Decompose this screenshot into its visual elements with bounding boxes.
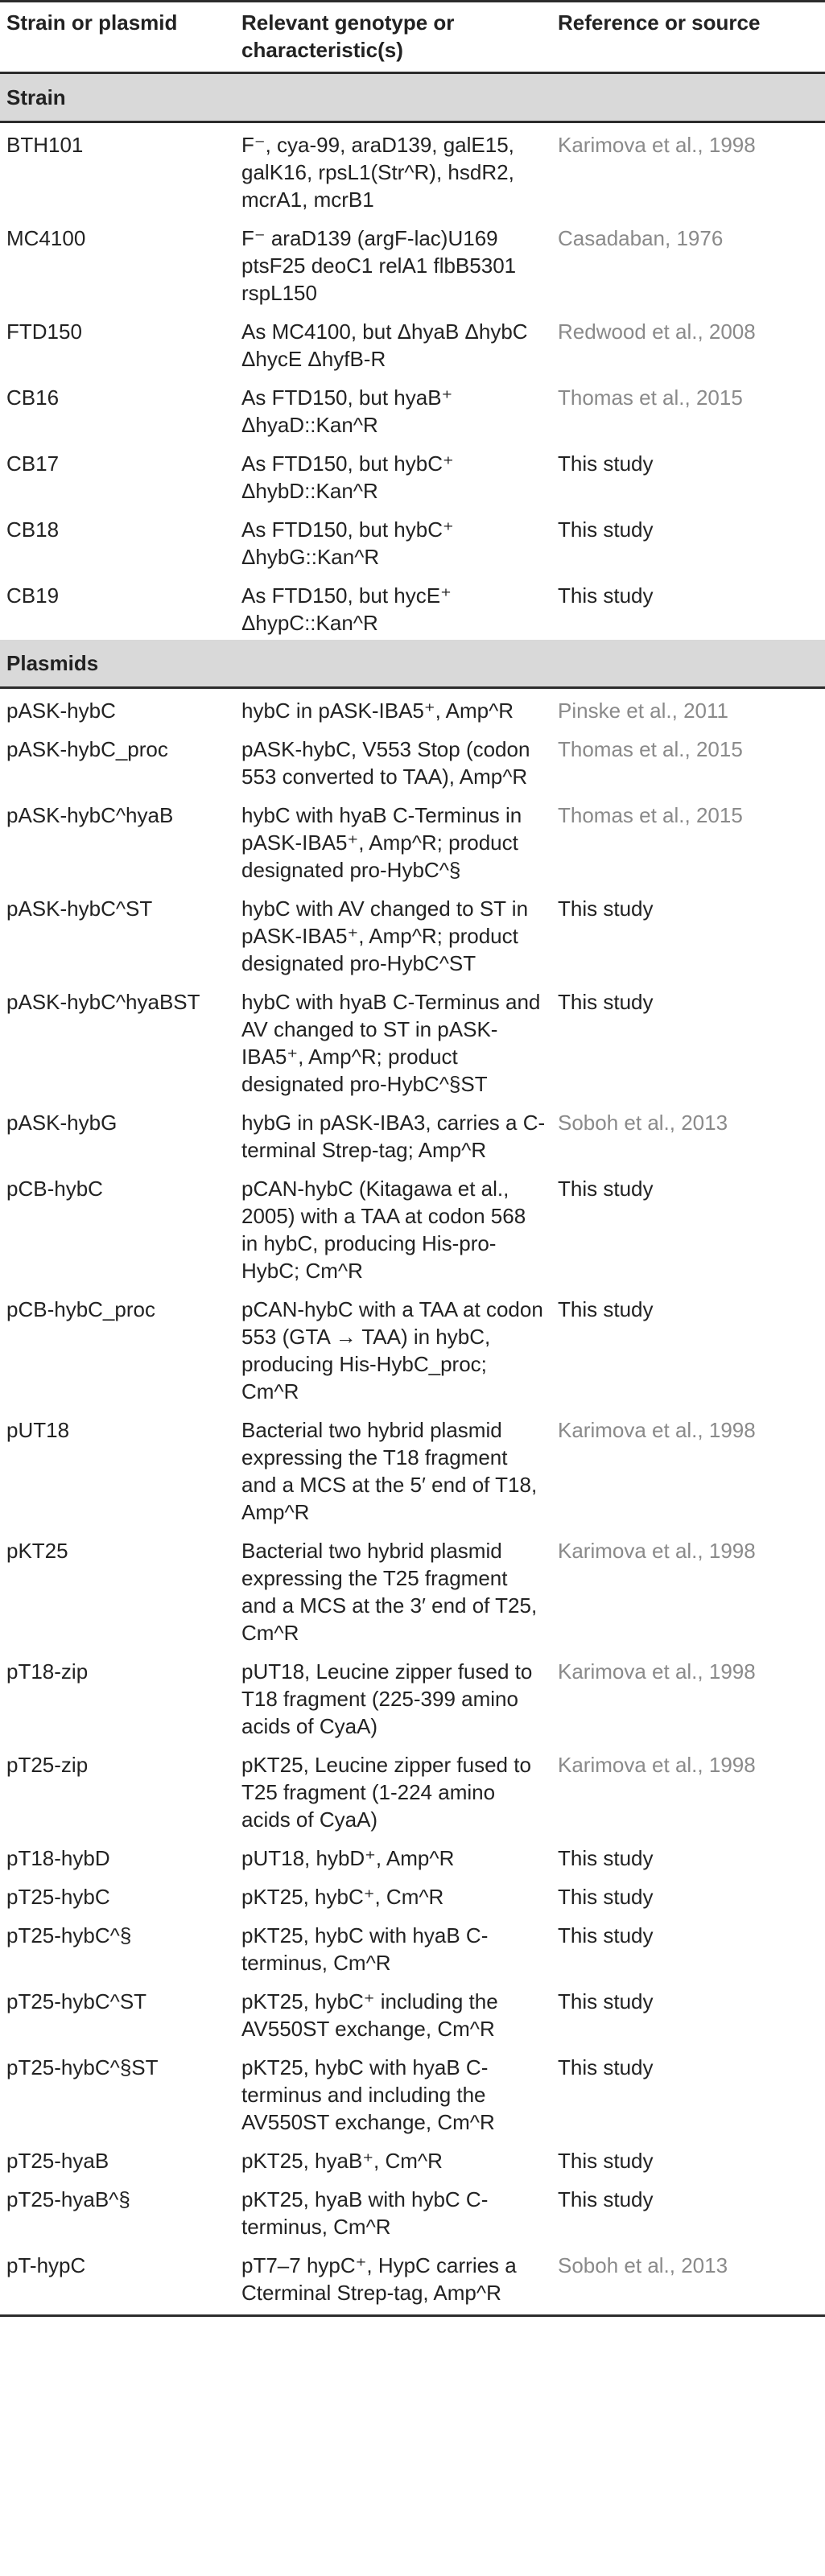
table-row	[0, 1980, 825, 2046]
reference-cell: Soboh et al., 2013	[551, 2244, 825, 2316]
table-row	[0, 2046, 825, 2139]
section-title: Plasmids	[0, 640, 825, 688]
reference-cell: Karimova et al., 1998	[558, 1753, 756, 1777]
strain-or-plasmid-cell: FTD150	[6, 319, 82, 344]
strain-or-plasmid-cell: CB18	[6, 517, 60, 542]
genotype-cell: pASK-hybC, V553 Stop (codon 553 converted to TAA), Amp^R	[241, 737, 530, 789]
genotype-cell: As FTD150, but hybC⁺ ΔhybD::Kan^R	[241, 451, 454, 503]
table-row	[0, 2244, 825, 2316]
strain-or-plasmid-cell: BTH101	[6, 133, 84, 157]
header-row	[0, 2, 825, 73]
strain-or-plasmid-cell: pASK-hybC_proc	[6, 737, 168, 761]
genotype-cell: pKT25, hybC⁺ including the AV550ST exchange, Cm^R	[241, 1989, 498, 2041]
table-row	[0, 1743, 825, 1836]
table-row	[0, 508, 825, 574]
reference-cell: Thomas et al., 2015	[558, 385, 743, 410]
genotype-cell: pKT25, hyaB with hybC C-terminus, Cm^R	[241, 2187, 489, 2239]
reference-cell: This study	[558, 1846, 654, 1870]
strain-or-plasmid-cell: pASK-hybC^ST	[6, 896, 153, 921]
strain-or-plasmid-cell: CB17	[6, 451, 60, 476]
table-header	[0, 2, 825, 73]
strain-or-plasmid-cell: pUT18	[6, 1418, 70, 1442]
table-row	[0, 2139, 825, 2178]
genotype-cell: As MC4100, but ΔhyaB ΔhybC ΔhycE ΔhyfB-R	[241, 319, 528, 371]
strain-or-plasmid-cell: pCB-hybC	[6, 1177, 103, 1201]
reference-cell: This study	[558, 2149, 654, 2173]
reference-cell: This study	[558, 517, 654, 542]
table-row	[0, 122, 825, 217]
genotype-cell: As FTD150, but hyaB⁺ ΔhyaD::Kan^R	[241, 385, 453, 437]
reference-cell: This study	[558, 451, 654, 476]
strain-or-plasmid-cell: pT18-zip	[6, 1659, 89, 1684]
table-row	[0, 216, 825, 310]
header-strain-or-plasmid: Strain or plasmid	[0, 2, 235, 73]
section-title: Strain	[0, 73, 825, 122]
genotype-cell: pKT25, hybC with hyaB C-terminus, Cm^R	[241, 1923, 489, 1975]
genotype-cell: pCAN-hybC with a TAA at codon 553 (GTA → TAA) in hybC, producing His-HybC_proc; Cm^R	[241, 1297, 543, 1403]
strain-or-plasmid-cell: pT25-hybC^ST	[6, 1989, 147, 2013]
header-genotype: Relevant genotype or characteristic(s)	[235, 2, 551, 73]
reference-cell: Karimova et al., 1998	[558, 133, 756, 157]
table-row	[0, 1529, 825, 1650]
reference-cell: This study	[558, 1297, 654, 1321]
table-row	[0, 1288, 825, 1408]
table-row	[0, 2178, 825, 2244]
table-row	[0, 1101, 825, 1167]
reference-cell: Soboh et al., 2013	[558, 1111, 728, 1135]
genotype-cell: As FTD150, but hybC⁺ ΔhybG::Kan^R	[241, 517, 454, 569]
genotype-cell: pT7–7 hypC⁺, HypC carries a Cterminal Strep-tag, Amp^R	[235, 2244, 551, 2316]
genotype-cell: hybC with hyaB C-Terminus in pASK-IBA5⁺, Amp^R; product designated pro-HybC^§	[241, 803, 522, 882]
genotype-cell: pCAN-hybC (Kitagawa et al., 2005) with a TAA at codon 568 in hybC, producing His-pro-HybC; Cm^R	[241, 1177, 526, 1283]
section-row	[0, 73, 825, 122]
reference-cell: This study	[558, 2187, 654, 2211]
strain-or-plasmid-cell: pASK-hybG	[6, 1111, 118, 1135]
table-row	[0, 1408, 825, 1529]
genotype-cell: pKT25, Leucine zipper fused to T25 fragment (1-224 amino acids of CyaA)	[241, 1753, 531, 1832]
strain-or-plasmid-cell: pT25-hybC^§	[6, 1923, 132, 1947]
strain-or-plasmid-cell: pT18-hybD	[6, 1846, 110, 1870]
reference-cell: Redwood et al., 2008	[558, 319, 756, 344]
table-row	[0, 727, 825, 793]
reference-cell: This study	[558, 896, 654, 921]
table-row	[0, 1650, 825, 1743]
strain-or-plasmid-cell: pT-hypC	[0, 2244, 235, 2316]
reference-cell: This study	[558, 990, 654, 1014]
strain-or-plasmid-cell: pKT25	[6, 1539, 68, 1563]
reference-cell: This study	[558, 583, 654, 608]
strain-or-plasmid-cell: CB19	[6, 583, 60, 608]
strain-or-plasmid-cell: MC4100	[6, 226, 86, 250]
genotype-cell: F⁻ araD139 (argF-lac)U169 ptsF25 deoC1 relA1 flbB5301 rspL150	[241, 226, 517, 305]
table-row	[0, 1836, 825, 1875]
genotype-cell: pKT25, hybC with hyaB C-terminus and including the AV550ST exchange, Cm^R	[241, 2055, 495, 2134]
table-row	[0, 980, 825, 1101]
table-row	[0, 793, 825, 887]
genotype-cell: pUT18, hybD⁺, Amp^R	[241, 1846, 455, 1870]
reference-cell: This study	[558, 1989, 654, 2013]
section-row	[0, 640, 825, 688]
reference-cell: Karimova et al., 1998	[558, 1418, 756, 1442]
table-row	[0, 688, 825, 728]
strain-or-plasmid-cell: pT25-hybC	[6, 1885, 110, 1909]
strain-or-plasmid-cell: CB16	[6, 385, 60, 410]
table-row	[0, 310, 825, 376]
strain-or-plasmid-cell: pCB-hybC_proc	[6, 1297, 155, 1321]
genotype-cell: As FTD150, but hycE⁺ ΔhypC::Kan^R	[241, 583, 452, 635]
genotype-cell: F⁻, cya-99, araD139, galE15, galK16, rpsL1(Str^R), hsdR2, mcrA1, mcrB1	[241, 133, 514, 212]
reference-cell: Casadaban, 1976	[558, 226, 724, 250]
reference-cell: This study	[558, 2055, 654, 2079]
strain-or-plasmid-cell: pT25-hyaB	[6, 2149, 109, 2173]
genotype-cell: Bacterial two hybrid plasmid expressing the T18 fragment and a MCS at the 5′ end of T18, Amp^R	[241, 1418, 538, 1524]
reference-cell: Karimova et al., 1998	[558, 1659, 756, 1684]
reference-cell: Thomas et al., 2015	[558, 803, 743, 827]
table-row	[0, 1914, 825, 1980]
genotype-cell: pKT25, hyaB⁺, Cm^R	[241, 2149, 443, 2173]
genotype-cell: pUT18, Leucine zipper fused to T18 fragment (225-399 amino acids of CyaA)	[241, 1659, 533, 1738]
table-row	[0, 442, 825, 508]
strain-or-plasmid-cell: pASK-hybC	[6, 699, 116, 723]
header-reference: Reference or source	[551, 2, 825, 73]
table-body	[0, 73, 825, 2316]
table-row	[0, 574, 825, 640]
genotype-cell: hybC with hyaB C-Terminus and AV changed to ST in pASK-IBA5⁺, Amp^R; product designated pro-HybC^§ST	[241, 990, 541, 1096]
reference-cell: Karimova et al., 1998	[558, 1539, 756, 1563]
reference-cell: This study	[558, 1923, 654, 1947]
genotype-cell: Bacterial two hybrid plasmid expressing the T25 fragment and a MCS at the 3′ end of T25, Cm^R	[241, 1539, 538, 1645]
strain-or-plasmid-cell: pASK-hybC^hyaB	[6, 803, 174, 827]
genotype-cell: hybG in pASK-IBA3, carries a C-terminal Strep-tag; Amp^R	[241, 1111, 546, 1162]
reference-cell: Thomas et al., 2015	[558, 737, 743, 761]
reference-cell: This study	[558, 1177, 654, 1201]
strain-or-plasmid-cell: pT25-hybC^§ST	[6, 2055, 159, 2079]
table-row	[0, 887, 825, 980]
reference-cell: Pinske et al., 2011	[558, 699, 728, 723]
strain-or-plasmid-cell: pT25-hyaB^§	[6, 2187, 130, 2211]
reference-cell: This study	[558, 1885, 654, 1909]
genotype-cell: pKT25, hybC⁺, Cm^R	[241, 1885, 444, 1909]
genotype-cell: hybC in pASK-IBA5⁺, Amp^R	[241, 699, 514, 723]
strain-or-plasmid-cell: pT25-zip	[6, 1753, 89, 1777]
table-row	[0, 1875, 825, 1914]
strain-or-plasmid-cell: pASK-hybC^hyaBST	[6, 990, 200, 1014]
table-row	[0, 1167, 825, 1288]
genotype-cell: hybC with AV changed to ST in pASK-IBA5⁺, Amp^R; product designated pro-HybC^ST	[241, 896, 529, 975]
table-row	[0, 376, 825, 442]
